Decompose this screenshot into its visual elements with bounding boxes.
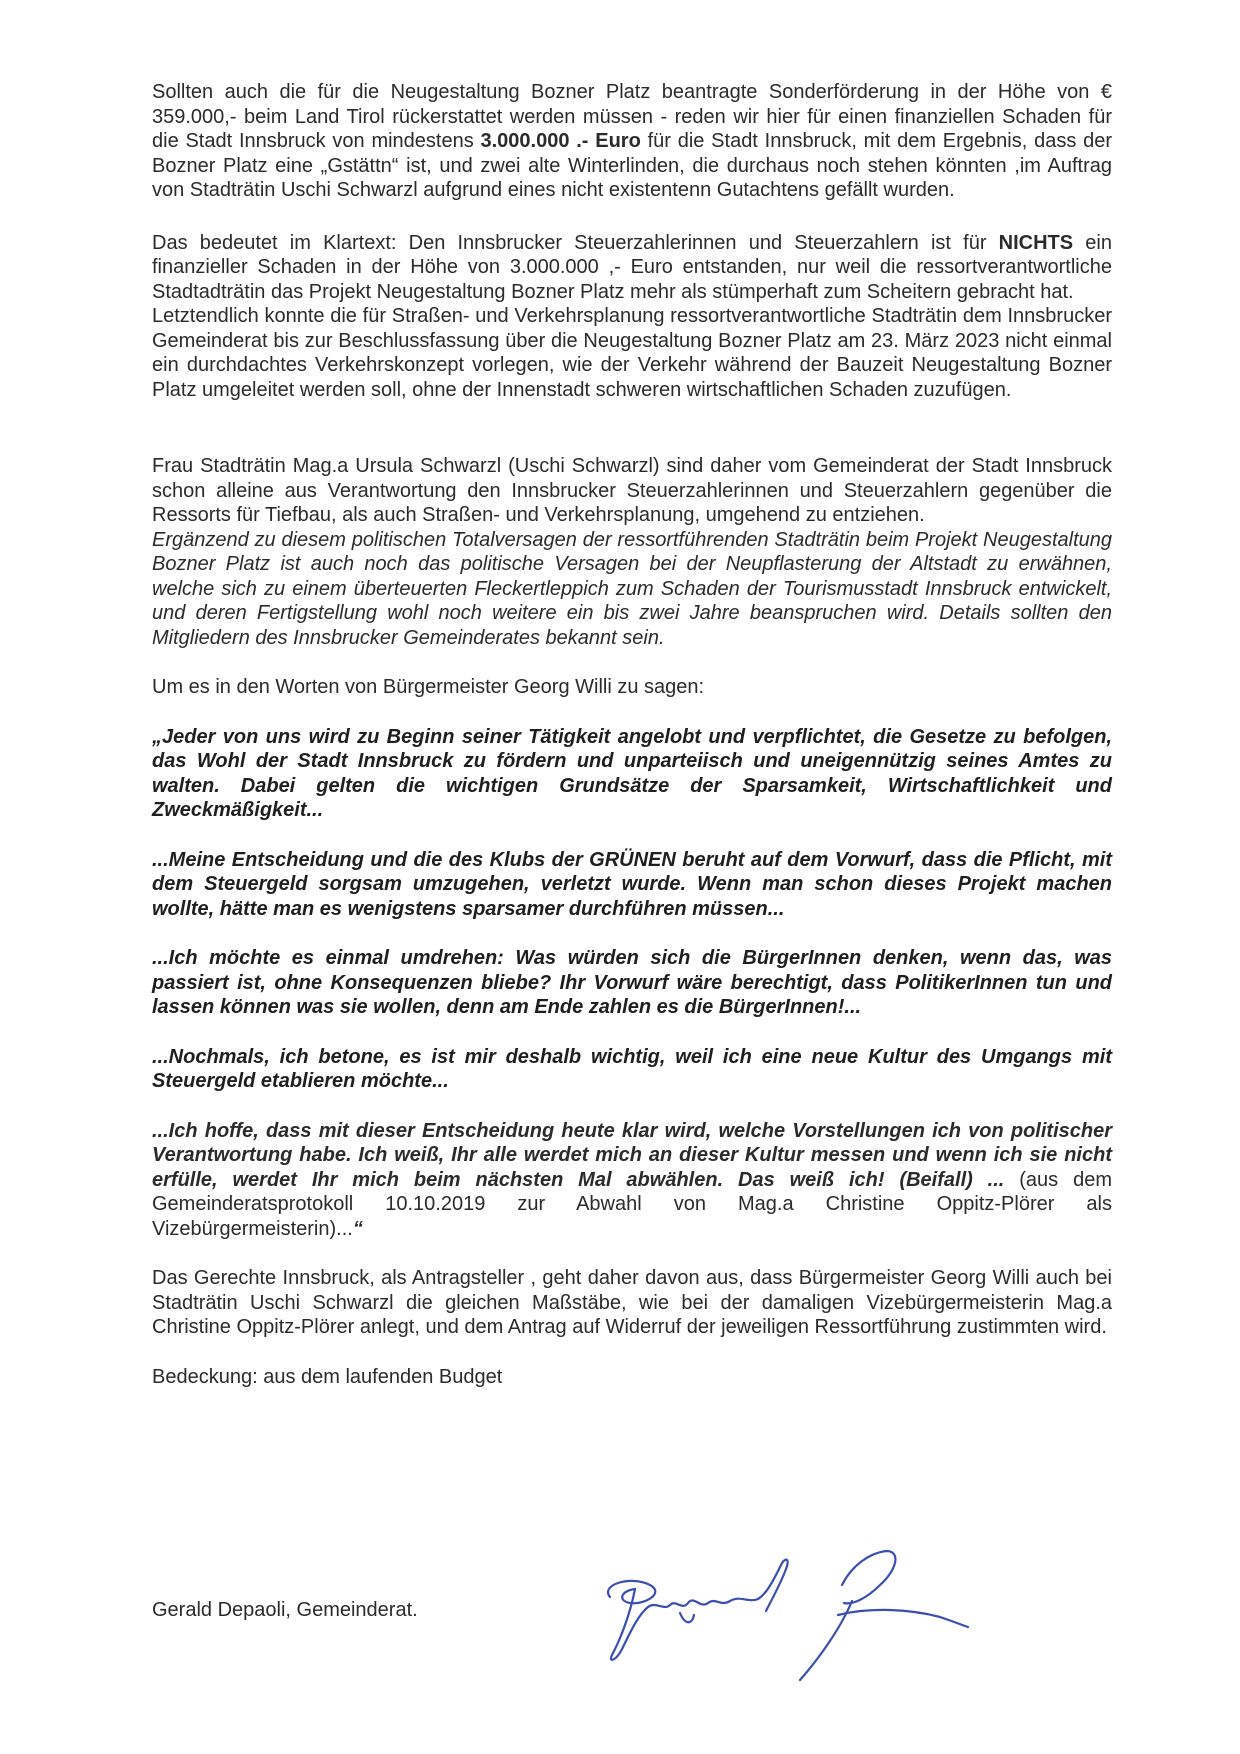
- paragraph-mayor-intro: Um es in den Worten von Bürgermeister Georg Willi zu sagen:: [152, 676, 705, 698]
- paragraph-conclusion: Das Gerechte Innsbruck, als Antragsteller , geht daher davon aus, dass Bürgermeister Georg Willi auch bei Stadträtin Uschi Schwarzl die gleichen Maßstäbe, wie bei der damaligen Vizebürgermeisterin Mag.a Christine Oppitz-Plörer anlegt, und dem Antrag auf Widerruf der jeweiligen Ressortführung zustimmten wird.: [152, 1267, 1112, 1338]
- text-segment: Das bedeutet im Klartext: Den Innsbrucker Steuerzahlerinnen und Steuerzahlern ist für: [152, 231, 999, 254]
- quote-part-3: ...Ich möchte es einmal umdrehen: Was würden sich die BürgerInnen denken, wenn das, was passiert ist, ohne Konsequenzen bliebe? Ihr Vorwurf wäre berechtigt, dass PolitikerInnen tun und lassen können was sie wollen, denn am Ende zahlen es die BürgerInnen!...: [152, 947, 1112, 1018]
- paragraph-coverage: Bedeckung: aus dem laufenden Budget: [152, 1365, 503, 1388]
- paragraph-demand: Frau Stadträtin Mag.a Ursula Schwarzl (Uschi Schwarzl) sind daher vom Gemeinderat der Stadt Innsbruck schon alleine aus Verantwortung den Innsbrucker Steuerzahlerinnen und Steuerzahlern gegenüber die Ressorts für Tiefbau, als auch Straßen- und Verkehrsplanung, umgehend zu entziehen.: [152, 455, 1112, 526]
- quote-close-mark: “: [352, 1217, 363, 1240]
- quote-source: (aus dem Gemeinderatsprotokoll 10.10.2019 zur Abwahl von Mag.a Christine Oppitz-Plörer als Vizebürgermeisterin)...: [152, 1168, 1112, 1240]
- text-segment: Sollten auch die für die Neugestaltung Bozner Platz beantragte Sonderförderung in der Höhe von € 359.000,- beim Land Tirol rückerstattet werden müssen - reden wir hier für einen finanziellen Schaden für die Stadt Innsbruck von mindestens: [152, 81, 1112, 152]
- document-body: [152, 80, 1112, 1389]
- quote-bold-text: ...Ich hoffe, dass mit dieser Entscheidung heute klar wird, welche Vorstellungen ich von politischer Verantwortung habe. Ich weiß, Ihr alle werdet mich an dieser Kultur messen und wenn ich sie nicht erfülle, werdet Ihr mich beim nächsten Mal abwählen. Das weiß ich! (Beifall) ...: [152, 1119, 1112, 1191]
- paragraph-financial-damage: [152, 80, 1112, 203]
- quote-part-2: ...Meine Entscheidung und die des Klubs der GRÜNEN beruht auf dem Vorwurf, dass die Pflicht, mit dem Steuergeld sorgsam umzugehen, verletzt wurde. Wenn man schon dieses Projekt machen wollte, hätte man es wenigstens sparsamer durchführen müssen...: [152, 848, 1112, 920]
- signatory-name: Gerald Depaoli, Gemeinderat.: [152, 1599, 418, 1621]
- quote-part-5: [152, 1119, 1112, 1242]
- text-segment: für die Stadt Innsbruck, mit dem Ergebnis, dass der Bozner Platz eine „Gstättn“ ist, und zwei alte Winterlinden, die durchaus noch stehen könnten ,im Auftrag von Stadträtin Uschi Schwarzl aufgrund eines nicht existentenn Gutachtens gefällt wurden.: [152, 130, 1112, 201]
- bold-nichts: NICHTS: [998, 231, 1074, 254]
- quote-part-1: „Jeder von uns wird zu Beginn seiner Tätigkeit angelobt und verpflichtet, die Gesetze zu befolgen, das Wohl der Stadt Innsbruck zu fördern und unparteiisch und uneigennützig seines Amtes zu walten. Dabei gelten die wichtigen Grundsätze der Sparsamkeit, Wirtschaftlichkeit und Zweckmäßigkeit...: [152, 725, 1112, 821]
- paragraph-traffic-concept: Letztendlich konnte die für Straßen- und Verkehrsplanung ressortverantwortliche Stadträtin dem Innsbrucker Gemeinderat bis zur Beschlussfassung über die Neugestaltung Bozner Platz am 23. März 2023 nicht einmal ein durchdachtes Verkehrskonzept vorlegen, wie der Verkehr während der Bauzeit Neugestaltung Bozner Platz umgeleitet werden soll, ohne der Innenstadt schweren wirtschaftlichen Schaden zuzufügen.: [152, 305, 1112, 401]
- quote-part-4: ...Nochmals, ich betone, es ist mir deshalb wichtig, weil ich eine neue Kultur des Umgangs mit Steuergeld etablieren möchte...: [152, 1045, 1112, 1092]
- paragraph-klartext: [152, 231, 1112, 305]
- handwritten-signature: [590, 1545, 990, 1690]
- text-segment: ein finanzieller Schaden in der Höhe von 3.000.000 ,- Euro entstanden, nur weil die ressortverantwortliche Stadtadträtin das Projekt Neugestaltung Bozner Platz mehr als stümperhaft zum Scheitern gebracht hat.: [152, 231, 1112, 303]
- paragraph-altstadt: Ergänzend zu diesem politischen Totalversagen der ressortführenden Stadträtin beim Projekt Neugestaltung Bozner Platz ist auch noch das politische Versagen bei der Neupflasterung der Altstadt zu erwähnen, welche sich zu einem überteuerten Fleckertleppich zum Schaden der Tourismusstadt Innsbruck entwickelt, und deren Fertigstellung wohl noch weitere ein bis zwei Jahre beanspruchen wird. Details sollten den Mitgliedern des Innsbrucker Gemeinderates bekannt sein.: [152, 528, 1112, 649]
- bold-amount: 3.000.000 .- Euro: [480, 130, 641, 152]
